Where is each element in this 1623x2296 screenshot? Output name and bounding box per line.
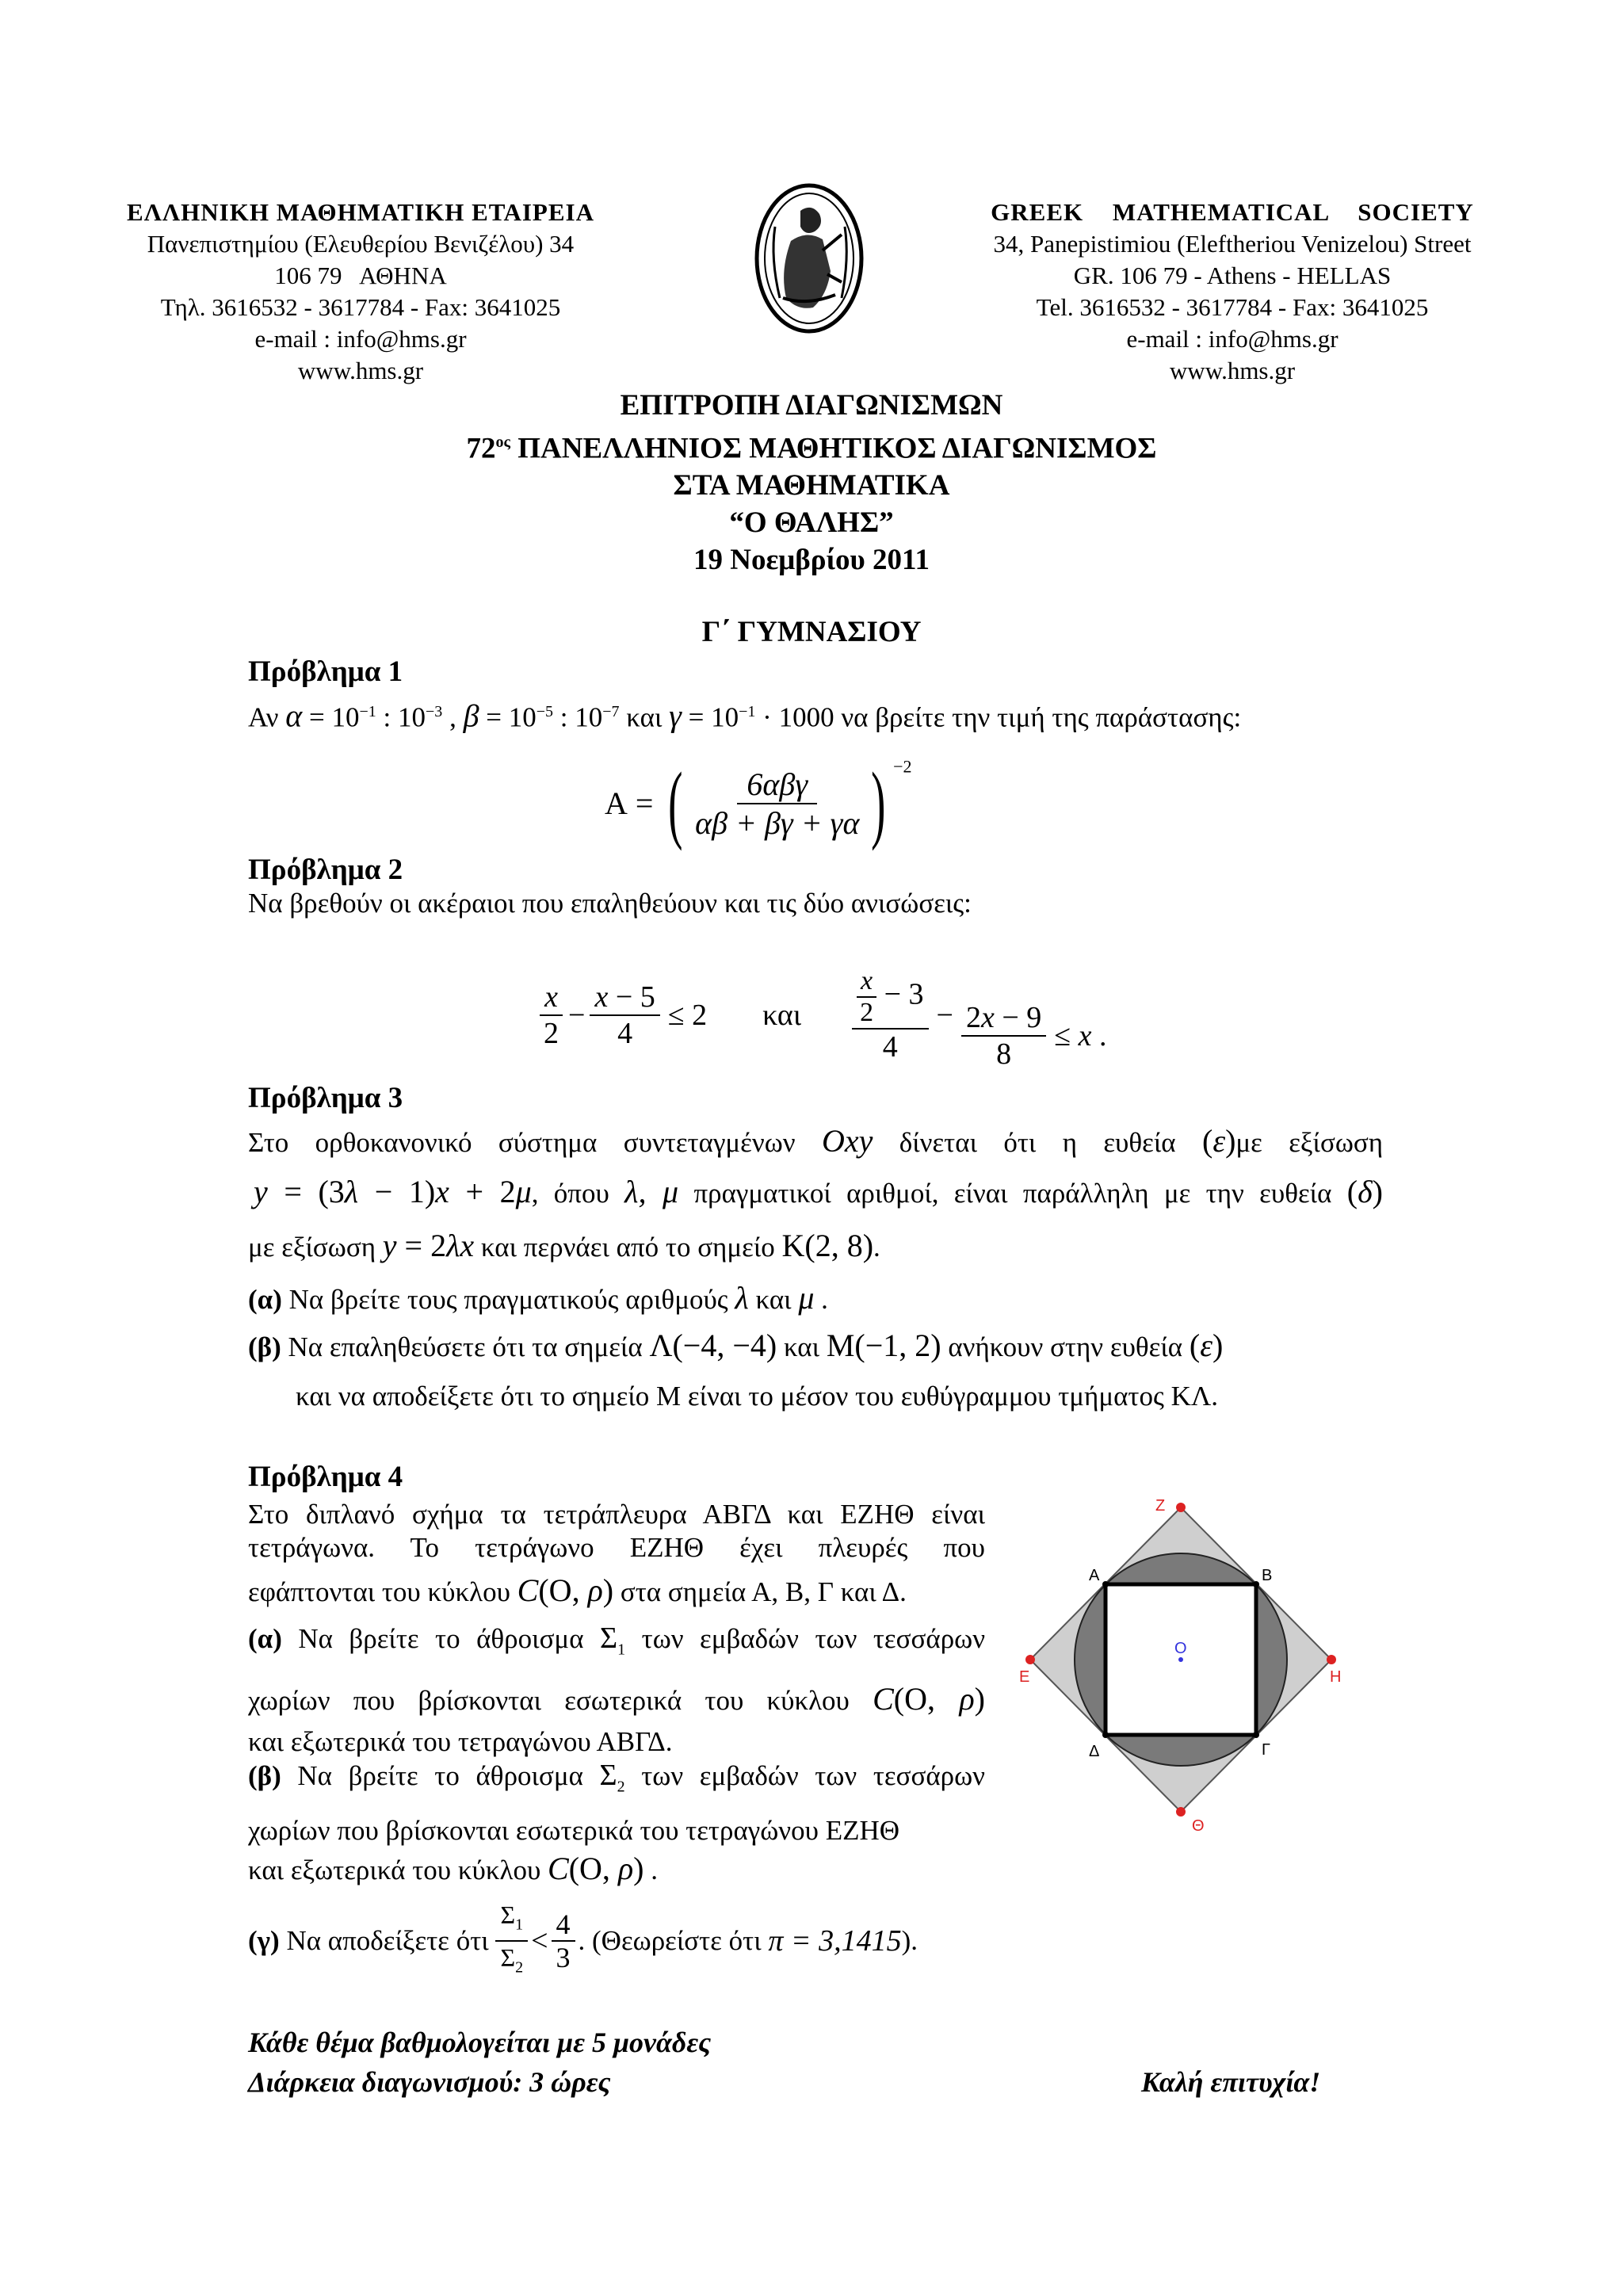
competition-title: “Ο ΘΑΛΗΣ” [729,506,894,540]
vertex-h-point [1327,1655,1336,1664]
society-title-english: GREEK MATHEMATICAL SOCIETY [991,198,1474,226]
competition-title-block [0,387,1623,579]
society-title-greek: ΕΛΛΗΝΙΚΗ ΜΑΘΗΜΑΤΙΚΗ ΕΤΑΙΡΕΙΑ [127,198,594,226]
label-d: Δ [1089,1743,1100,1760]
problem2-inequalities: $\frac{x}{2}$ − $\frac{x - 5}{4}$ ≤ 2 και $\frac{x}{2}$ − 3 4 − $\frac{2x - 9}{8}$ ≤ x . [539,959,1106,1072]
email-english: e-mail : info@hms.gr [1126,325,1338,353]
email-greek: e-mail : info@hms.gr [254,325,467,353]
address-greek: Πανεπιστημίου (Ελευθερίου Βενιζέλου) 34 [147,230,575,258]
web-english: www.hms.gr [1169,357,1296,384]
problem3-line2: y = (3λ − 1)x + 2μ, όπου λ, μ πραγματικοί αριθμοί, είναι παράλληλη με την ευθεία (δ) [254,1174,1383,1209]
phone-english: Tel. 3616532 - 3617784 - Fax: 3641025 [1036,293,1429,321]
label-g: Γ [1262,1741,1271,1759]
problem4-text: Στο διπλανό σχήμα τα τετράπλευρα ΑΒΓΔ και ΕΖΗΘ είναι τετράγωνα. Το τετράγωνο ΕΖΗΘ έχει πλευρές που εφάπτονται του κύκλου C(Ο, ρ) στα σημεία Α, Β, Γ και Δ. (α) Να βρείτε το άθροισμα $\Sigma_1$ των εμβαδών των τεσσάρων χωρίων που βρίσκονται εσωτερικά του κύκλου C(Ο, ρ) και εξωτερικά του τετραγώνου ΑΒΓΔ. (β) Να βρείτε το άθροισμα $\Sigma_2$ των εμβαδών των τεσσάρων χωρίων που βρίσκονται εσωτερικά του τετραγώνου ΕΖΗΘ και εξωτερικά του κύκλου C(Ο, ρ) . [248,1499,986,1887]
label-b: Β [1262,1567,1273,1584]
header-left [87,197,634,387]
problem3-part-a: (α) Να βρείτε τους πραγματικούς αριθμούς λ και μ . [248,1280,828,1316]
footer-points: Κάθε θέμα βαθμολογείται με 5 μονάδες [248,2027,712,2058]
problem3-part-b: (β) Να επαληθεύσετε ότι τα σημεία Λ(−4, −4) και Μ(−1, 2) ανήκουν στην ευθεία (ε) [248,1328,1224,1363]
problem4-figure [1014,1498,1347,1847]
problem1-statement: Αν $\alpha = 10^{-1}$ : $10^{-3}$ , $\beta = 10^{-5}$ : $10^{-7}$ και $\gamma = 10^{-1} \cdot 1000$ να βρείτε την τιμή της παράστασης: [248,697,1242,734]
phone-greek: Τηλ. 3616532 - 3617784 - Fax: 3641025 [160,293,561,321]
problem3-part-b-line2: και να αποδείξετε ότι το σημείο Μ είναι το μέσον του ευθύγραμμου τμήματος ΚΛ. [296,1381,1219,1412]
competition-subject: ΣΤΑ ΜΑΘΗΜΑΤΙΚΑ [673,469,950,502]
committee: ΕΠΙΤΡΟΠΗ ΔΙΑΓΩΝΙΣΜΩΝ [620,389,1003,422]
label-o: Ο [1174,1640,1187,1657]
vertex-e-point [1025,1655,1035,1664]
vertex-z-point [1176,1503,1186,1512]
header-right [947,197,1518,387]
address-english: 34, Panepistimiou (Eleftheriou Venizelou) Street [993,230,1472,258]
problem4-part-c: (γ) Να αποδείξετε ότι $\frac{\Sigma_1}{\Sigma_2}$ < $\frac{4}{3}$ . (Θεωρείστε ότι π = 3,1415 ). [248,1901,918,1977]
problem3-heading: Πρόβλημα 3 [248,1082,403,1114]
footer-duration: Διάρκεια διαγωνισμού: 3 ώρες [248,2066,611,2098]
city-greek: 106 79 ΑΘΗΝΑ [274,262,447,289]
label-e: Ε [1019,1668,1030,1686]
web-greek: www.hms.gr [297,357,424,384]
label-h: Η [1330,1668,1342,1686]
grade-heading: Γ΄ ΓΥΜΝΑΣΙΟΥ [701,616,922,648]
society-logo [751,179,867,338]
competition-date: 19 Νοεμβρίου 2011 [693,544,930,577]
competition-name: $72^{o\varsigma}$ ΠΑΝΕΛΛΗΝΙΟΣ ΜΑΘΗΤΙΚΟΣ ΔΙΑΓΩΝΙΣΜΟΣ [466,432,1157,465]
label-a: Α [1089,1567,1100,1584]
problem2-text: Να βρεθούν οι ακέραιοι που επαληθεύουν και τις δύο ανισώσεις: [248,888,972,919]
problem1-expression: Α = ( $\frac{\text{6αβγ}}{\alpha\beta + \beta\gamma + \gamma\alpha}$ ) $^{-2}$ [605,755,912,851]
footer-wish: Καλή επιτυχία! [1141,2066,1321,2098]
city-english: GR. 106 79 - Athens - HELLAS [1073,262,1392,289]
label-z: Ζ [1155,1498,1166,1515]
label-theta: Θ [1192,1817,1205,1835]
problem2-heading: Πρόβλημα 2 [248,854,403,886]
problem1-heading: Πρόβλημα 1 [248,655,403,688]
problem3-line1: Στο ορθοκανονικό σύστημα συντεταγμένων Oxy δίνεται ότι η ευθεία (ε)με εξίσωση [248,1123,1384,1159]
vertex-theta-point [1176,1807,1186,1817]
problem3-line3: με εξίσωση y = 2λx και περνάει από το σημείο Κ(2, 8). [248,1228,880,1263]
problem4-heading: Πρόβλημα 4 [248,1461,403,1493]
